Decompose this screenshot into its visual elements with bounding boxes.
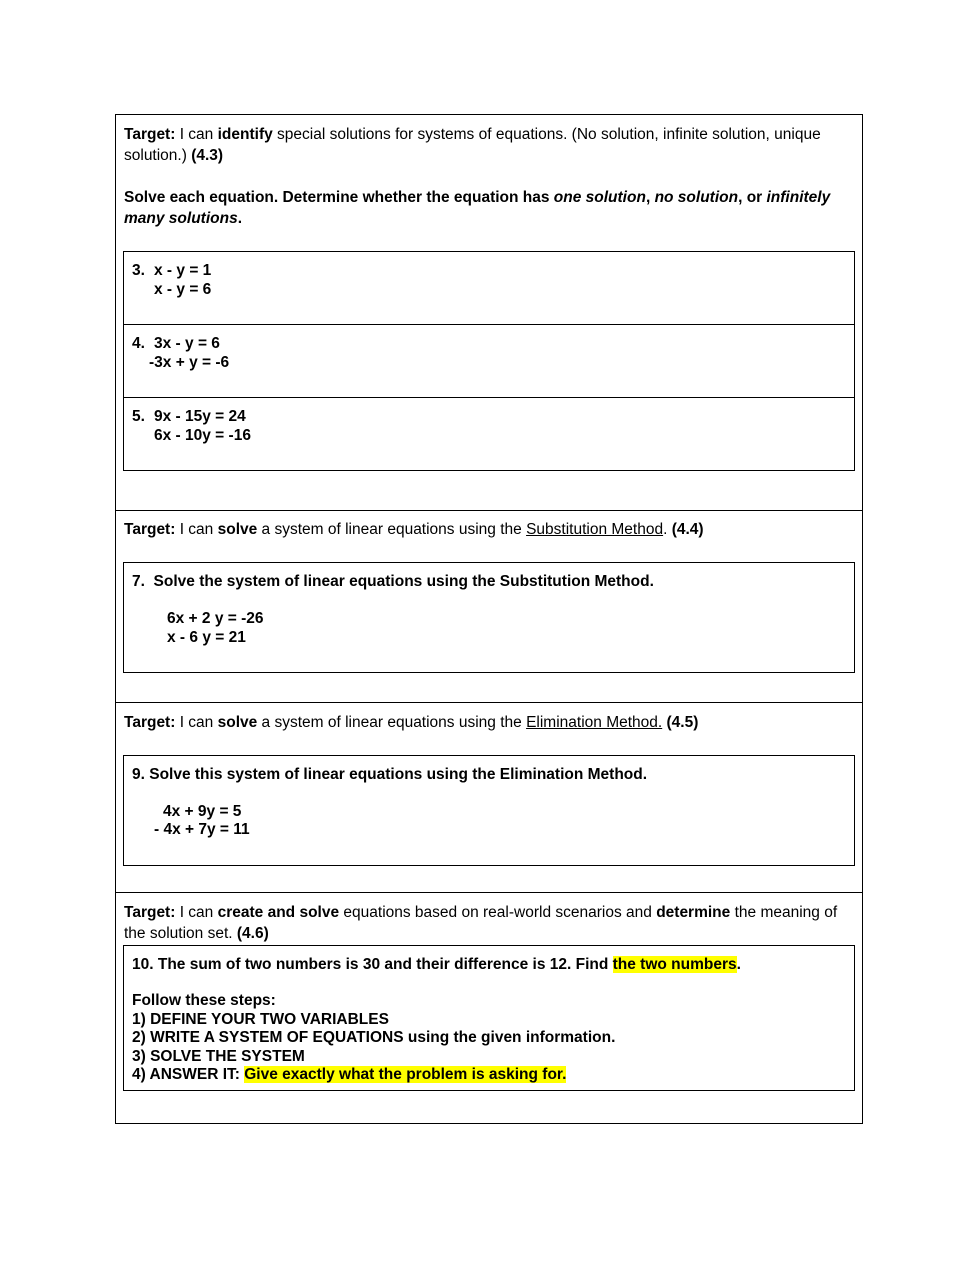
- section-divider: [115, 510, 863, 511]
- target-4-5: Target: I can solve a system of linear equations using the Elimination Method. (4.5): [124, 714, 699, 731]
- problem-number: 3.: [132, 262, 145, 279]
- section-divider: [115, 892, 863, 893]
- equation: 9x - 15y = 24: [154, 408, 246, 425]
- target-4-6: Target: I can create and solve equations based on real-world scenarios and determine the meaning of the solution set. (4.6): [124, 904, 838, 942]
- step-2: 2) WRITE A SYSTEM OF EQUATIONS using the given information.: [132, 1029, 616, 1046]
- step-1: 1) DEFINE YOUR TWO VARIABLES: [132, 1011, 389, 1028]
- equation: -3x + y = -6: [149, 354, 230, 371]
- problem-9-prompt: 9. Solve this system of linear equations using the Elimination Method.: [132, 766, 648, 783]
- equation: x - 6 y = 21: [167, 629, 246, 646]
- equation: 6x - 10y = -16: [154, 427, 251, 444]
- equation: 6x + 2 y = -26: [167, 610, 264, 627]
- step-4: 4) ANSWER IT: Give exactly what the problem is asking for.: [132, 1066, 567, 1083]
- problem-7-prompt: 7. Solve the system of linear equations using the Substitution Method.: [132, 573, 654, 590]
- section-divider: [115, 702, 863, 703]
- target-4-3: Target: I can identify special solutions for systems of equations. (No solution, infinite solution, unique solution.) (4.3): [124, 126, 821, 164]
- problem-divider: [123, 397, 855, 398]
- problem-divider: [123, 324, 855, 325]
- equation: x - y = 1: [154, 262, 212, 279]
- equation: 3x - y = 6: [154, 335, 220, 352]
- step-3: 3) SOLVE THE SYSTEM: [132, 1048, 305, 1065]
- instructions: Solve each equation. Determine whether the equation has one solution, no solution, or infinitely many solutions.: [124, 189, 831, 227]
- target-4-4: Target: I can solve a system of linear equations using the Substitution Method. (4.4): [124, 521, 704, 538]
- problem-10-prompt: 10. The sum of two numbers is 30 and their difference is 12. Find the two numbers.: [132, 956, 741, 973]
- equation: - 4x + 7y = 11: [154, 821, 250, 838]
- equation: x - y = 6: [154, 281, 212, 298]
- problem-number: 4.: [132, 335, 145, 352]
- problem-number: 5.: [132, 408, 145, 425]
- equation: 4x + 9y = 5: [163, 803, 242, 820]
- steps-title: Follow these steps:: [132, 992, 276, 1009]
